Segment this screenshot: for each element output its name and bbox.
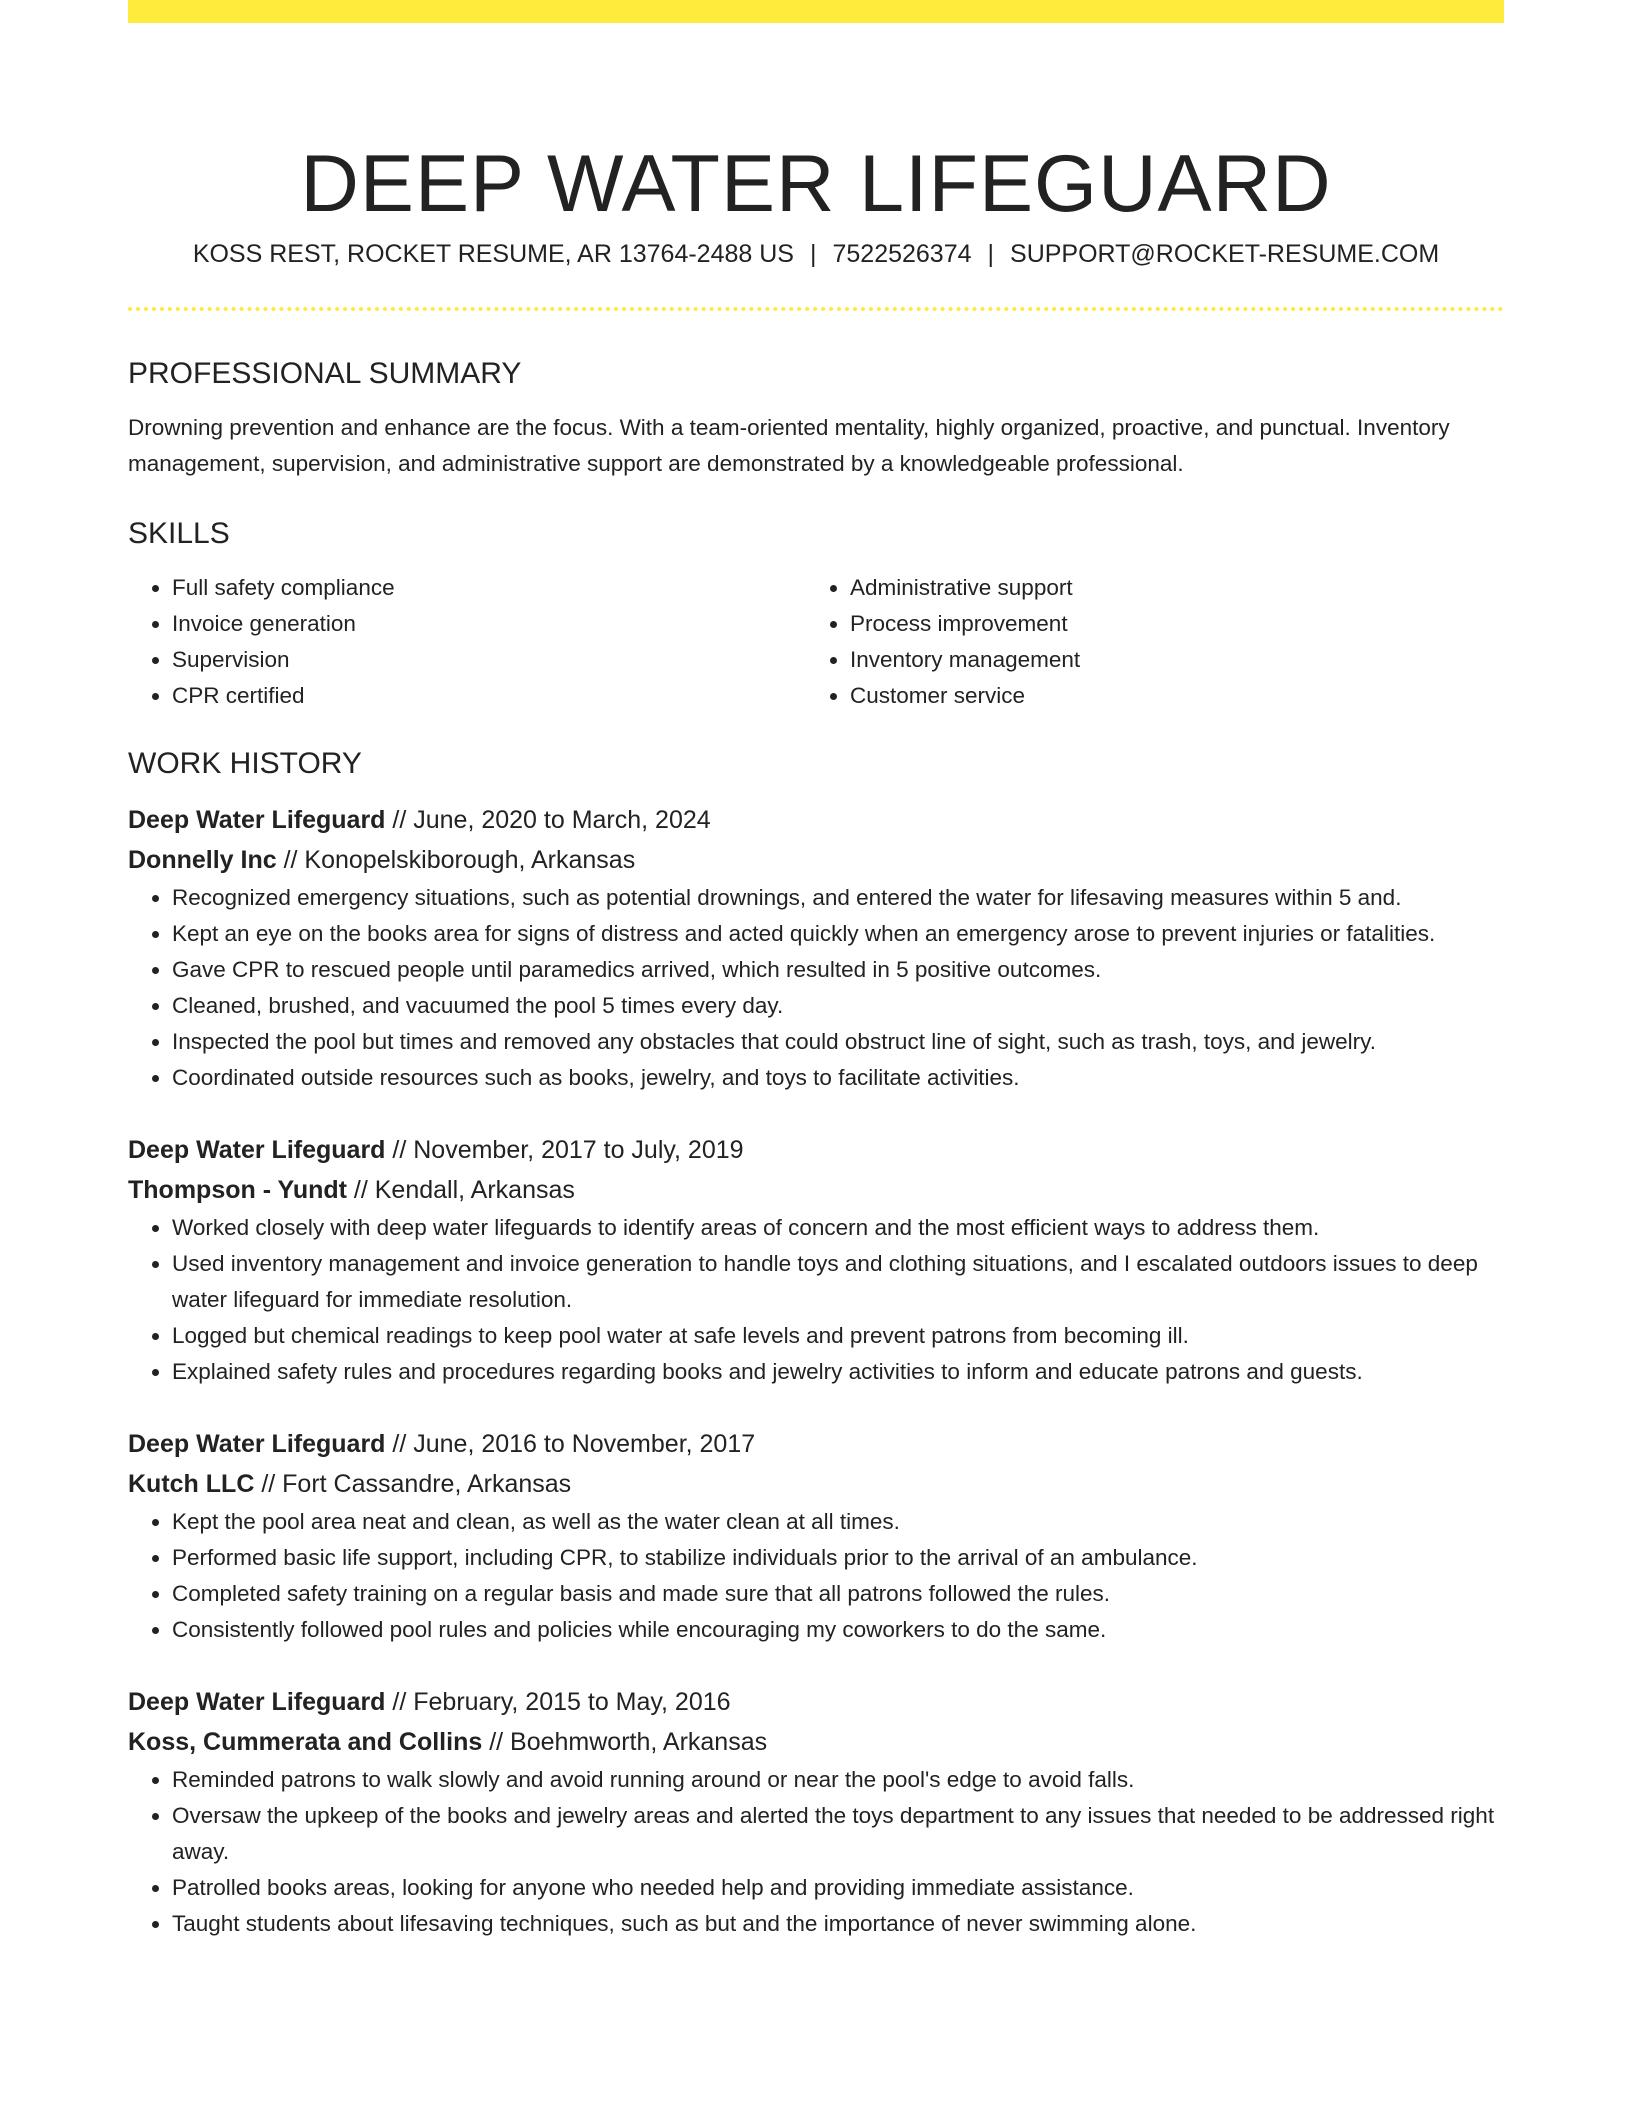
job-company-line: [128, 1464, 1504, 1504]
job-bullet: • Recognized emergency situations, such as potential drownings, and entered the water for lifesaving measures within 5 and.: [172, 880, 1504, 916]
job-company: Koss, Cummerata and Collins: [128, 1728, 483, 1756]
work-history-section: [128, 742, 1504, 1942]
header-divider: [128, 307, 1504, 311]
skill-item: • CPR certified: [172, 678, 806, 714]
job-bullet: • Consistently followed pool rules and policies while encouraging my coworkers to do the same.: [172, 1612, 1504, 1648]
job-entry: [128, 800, 1504, 1096]
job-bullet: • Gave CPR to rescued people until paramedics arrived, which resulted in 5 positive outcomes.: [172, 952, 1504, 988]
job-bullet: • Inspected the pool but times and removed any obstacles that could obstruct line of sight, such as trash, toys, and jewelry.: [172, 1024, 1504, 1060]
job-bullet: • Taught students about lifesaving techniques, such as but and the importance of never swimming alone.: [172, 1906, 1504, 1942]
job-title-line: [128, 1424, 1504, 1464]
contact-separator: |: [987, 240, 995, 268]
job-company-line: [128, 1722, 1504, 1762]
job-bullet-list: [128, 1504, 1504, 1648]
job-company: Kutch LLC: [128, 1470, 255, 1498]
summary-section: [128, 352, 1504, 482]
summary-heading: PROFESSIONAL SUMMARY: [128, 357, 522, 390]
skill-item: • Invoice generation: [172, 606, 806, 642]
resume-body: [128, 352, 1504, 1976]
skills-section: [128, 512, 1504, 714]
job-entry: [128, 1424, 1504, 1648]
skill-item: • Inventory management: [850, 642, 1484, 678]
skill-item: • Customer service: [850, 678, 1484, 714]
job-bullet: • Patrolled books areas, looking for anyone who needed help and providing immediate assistance.: [172, 1870, 1504, 1906]
job-bullet: • Cleaned, brushed, and vacuumed the pool 5 times every day.: [172, 988, 1504, 1024]
job-bullet: • Logged but chemical readings to keep pool water at safe levels and prevent patrons from becoming ill.: [172, 1318, 1504, 1354]
job-bullet: • Performed basic life support, including CPR, to stabilize individuals prior to the arrival of an ambulance.: [172, 1540, 1504, 1576]
skill-item: • Process improvement: [850, 606, 1484, 642]
job-title: Deep Water Lifeguard: [128, 806, 386, 834]
contact-phone: 7522526374: [832, 240, 972, 268]
job-bullet-list: [128, 1762, 1504, 1942]
summary-text: Drowning prevention and enhance are the focus. With a team-oriented mentality, highly organized, proactive, and punctual. Inventory management, supervision, and administrative support are demonstrated by a knowledgeable professional.: [128, 415, 1450, 476]
job-company-line: [128, 1170, 1504, 1210]
skills-left-list: [128, 570, 806, 714]
skills-right-list: [806, 570, 1484, 714]
job-title: Deep Water Lifeguard: [128, 1430, 386, 1458]
candidate-name: DEEP WATER LIFEGUARD: [300, 139, 1332, 230]
job-entry: [128, 1682, 1504, 1942]
skills-heading: SKILLS: [128, 517, 230, 550]
job-title-line: [128, 800, 1504, 840]
job-company: Thompson - Yundt: [128, 1176, 347, 1204]
job-bullet: • Coordinated outside resources such as books, jewelry, and toys to facilitate activities.: [172, 1060, 1504, 1096]
job-location: // Konopelskiborough, Arkansas: [276, 846, 636, 874]
job-entry: [128, 1130, 1504, 1390]
job-bullet: • Worked closely with deep water lifeguards to identify areas of concern and the most efficient ways to address them.: [172, 1210, 1504, 1246]
job-bullet: • Reminded patrons to walk slowly and avoid running around or near the pool's edge to avoid falls.: [172, 1762, 1504, 1798]
job-location: // Boehmworth, Arkansas: [482, 1728, 768, 1756]
job-dates: // June, 2020 to March, 2024: [385, 806, 711, 834]
job-bullet: • Used inventory management and invoice generation to handle toys and clothing situations, and I escalated outdoors issues to deep water lifeguard for immediate resolution.: [172, 1246, 1504, 1318]
skill-item: • Supervision: [172, 642, 806, 678]
job-dates: // June, 2016 to November, 2017: [385, 1430, 756, 1458]
job-title-line: [128, 1682, 1504, 1722]
job-bullet: • Completed safety training on a regular basis and made sure that all patrons followed the rules.: [172, 1576, 1504, 1612]
job-bullet: • Kept the pool area neat and clean, as well as the water clean at all times.: [172, 1504, 1504, 1540]
job-bullet-list: [128, 1210, 1504, 1390]
job-location: // Fort Cassandre, Arkansas: [254, 1470, 572, 1498]
contact-line: [128, 236, 1504, 272]
work-history-heading: WORK HISTORY: [128, 747, 362, 780]
job-company: Donnelly Inc: [128, 846, 277, 874]
job-company-line: [128, 840, 1504, 880]
job-dates: // November, 2017 to July, 2019: [385, 1136, 744, 1164]
skill-item: • Full safety compliance: [172, 570, 806, 606]
job-title: Deep Water Lifeguard: [128, 1688, 386, 1716]
top-accent-bar: [128, 0, 1504, 23]
job-dates: // February, 2015 to May, 2016: [385, 1688, 731, 1716]
job-bullet: • Oversaw the upkeep of the books and jewelry areas and alerted the toys department to any issues that needed to be addressed right away.: [172, 1798, 1504, 1870]
job-bullet-list: [128, 880, 1504, 1096]
skills-columns: [128, 570, 1504, 714]
job-title-line: [128, 1130, 1504, 1170]
contact-address: KOSS REST, ROCKET RESUME, AR 13764-2488 US: [192, 240, 794, 268]
contact-separator: |: [809, 240, 817, 268]
job-bullet: • Explained safety rules and procedures regarding books and jewelry activities to inform and educate patrons and guests.: [172, 1354, 1504, 1390]
skill-item: • Administrative support: [850, 570, 1484, 606]
job-title: Deep Water Lifeguard: [128, 1136, 386, 1164]
job-location: // Kendall, Arkansas: [346, 1176, 575, 1204]
contact-email: SUPPORT@ROCKET-RESUME.COM: [1010, 240, 1440, 268]
job-bullet: • Kept an eye on the books area for signs of distress and acted quickly when an emergency arose to prevent injuries or fatalities.: [172, 916, 1504, 952]
